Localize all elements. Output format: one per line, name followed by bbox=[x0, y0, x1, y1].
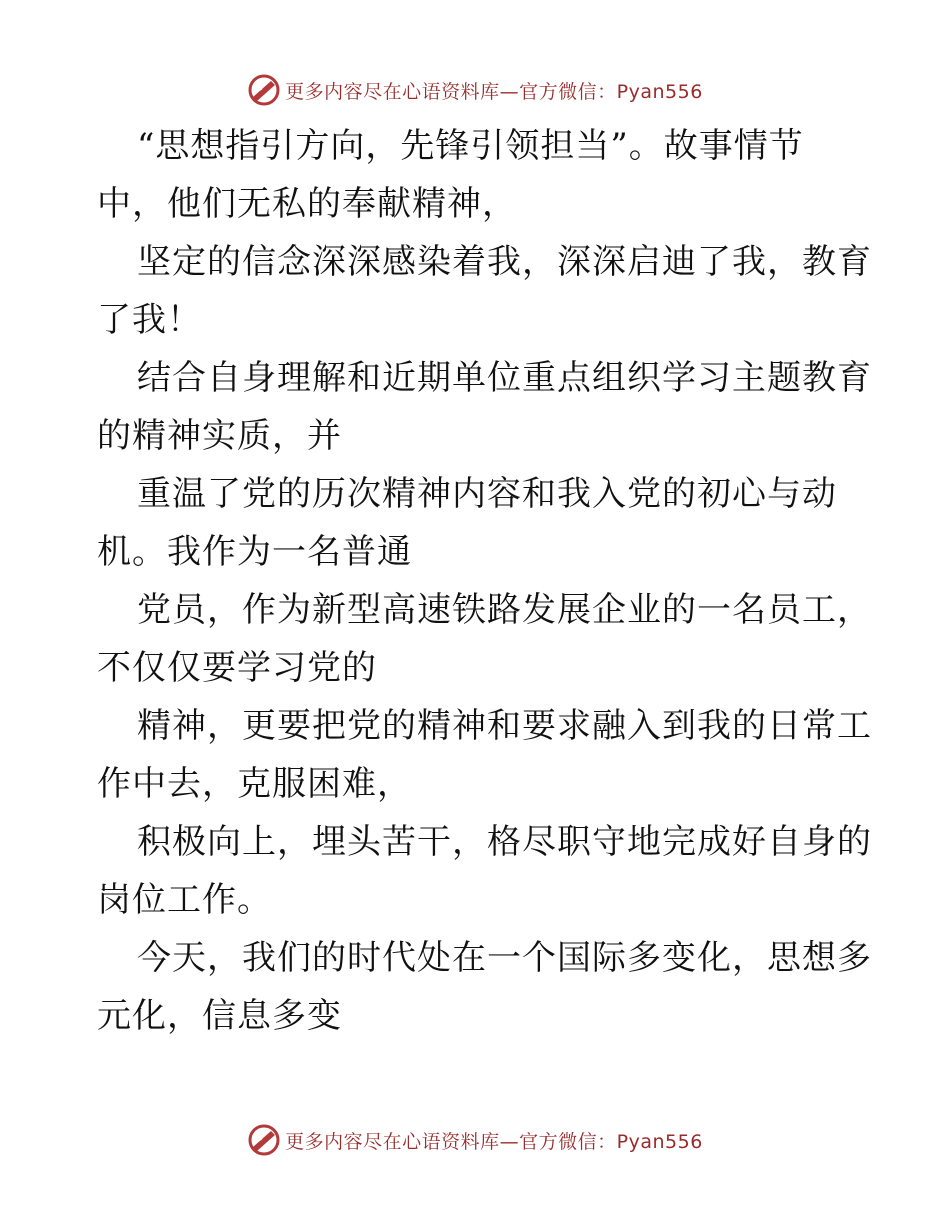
text-line: 今天，我们的时代处在一个国际多变化，思想多 bbox=[137, 938, 872, 978]
text-line: 的精神实质，并 bbox=[97, 416, 342, 456]
header-banner-text: 更多内容尽在心语资料库—官方微信：Pyan556 bbox=[285, 80, 703, 103]
text-line: 不仅仅要学习党的 bbox=[97, 648, 377, 688]
text-line: 党员，作为新型高速铁路发展企业的一名员工， bbox=[137, 590, 872, 630]
footer-banner bbox=[0, 1120, 950, 1160]
text-line: 重温了党的历次精神内容和我入党的初心与动 bbox=[137, 474, 837, 514]
text-line: 积极向上，埋头苦干，格尽职守地完成好自身的 bbox=[137, 822, 872, 862]
brand-logo-icon bbox=[247, 1123, 281, 1157]
brand-logo-icon bbox=[247, 73, 281, 107]
text-line: 岗位工作。 bbox=[97, 880, 272, 920]
text-line: 坚定的信念深深感染着我，深深启迪了我，教育 bbox=[137, 242, 872, 282]
text-line: 作中去，克服困难， bbox=[97, 764, 412, 804]
text-line: 元化，信息多变 bbox=[97, 996, 342, 1036]
footer-banner-text: 更多内容尽在心语资料库—官方微信：Pyan556 bbox=[285, 1130, 703, 1153]
text-line: 机。我作为一名普通 bbox=[97, 532, 412, 572]
text-line: 中，他们无私的奉献精神， bbox=[97, 184, 517, 224]
text-line: 结合自身理解和近期单位重点组织学习主题教育 bbox=[137, 358, 872, 398]
text-line: “思想指引方向，先锋引领担当”。故事情节 bbox=[137, 126, 804, 166]
document-body bbox=[97, 117, 872, 1045]
text-line: 精神，更要把党的精神和要求融入到我的日常工 bbox=[137, 706, 872, 746]
text-line: 了我！ bbox=[97, 300, 202, 340]
header-banner bbox=[0, 70, 950, 110]
